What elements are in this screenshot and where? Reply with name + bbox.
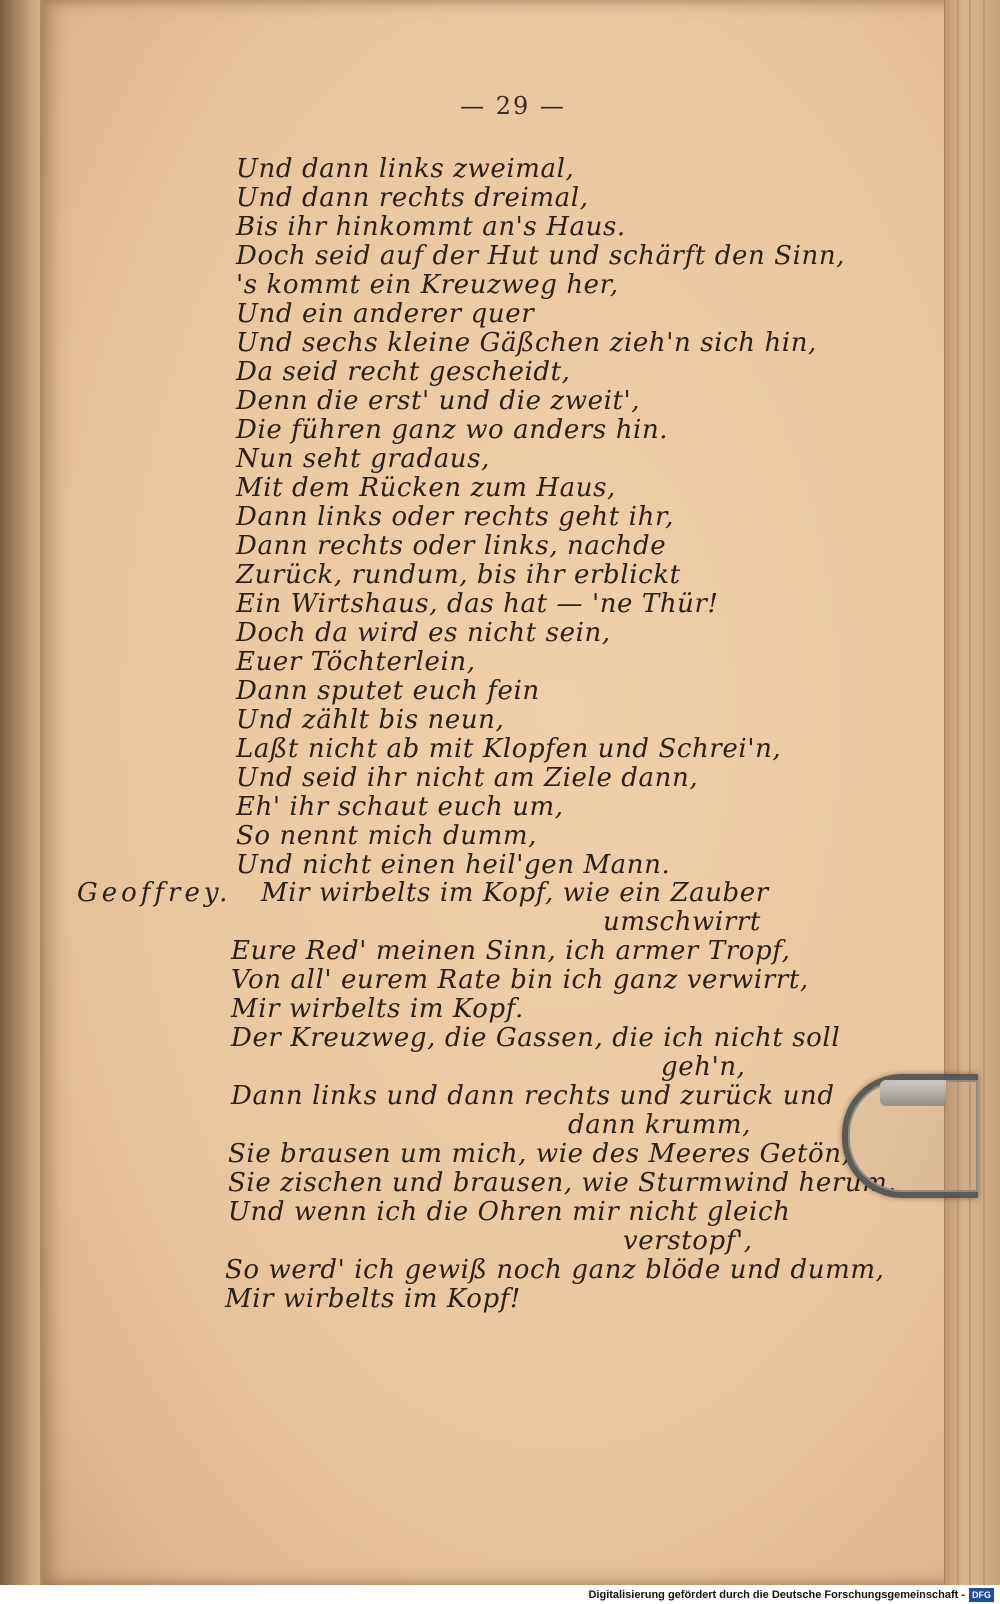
verse-line: Und dann links zweimal, [236, 154, 575, 184]
verse-line: Ein Wirtshaus, das hat — 'ne Thür! [236, 589, 719, 619]
speech-line: Mir wirbelts im Kopf! [225, 1284, 521, 1314]
verse-line: Dann sputet euch fein [236, 676, 540, 706]
speech-line: Sie brausen um mich, wie des Meeres Getön, [228, 1139, 851, 1169]
speech-line: geh'n, [661, 1052, 746, 1082]
verse-line: Nun seht gradaus, [236, 444, 490, 474]
verse-line: Laßt nicht ab mit Klopfen und Schrei'n, [236, 734, 782, 764]
verse-line: Eh' ihr schaut euch um, [236, 792, 564, 822]
verse-line: Und sechs kleine Gäßchen zieh'n sich hin, [236, 328, 817, 358]
verse-line: Denn die erst' und die zweit', [236, 386, 641, 416]
dfg-logo: DFG [969, 1588, 994, 1602]
page-number: — 29 — [460, 92, 566, 120]
clip-bar [880, 1080, 946, 1106]
verse-line: Mit dem Rücken zum Haus, [236, 473, 616, 503]
speaker-name: Geoffrey. [77, 878, 232, 908]
speech-line: Mir wirbelts im Kopf, wie ein Zauber [261, 878, 769, 908]
verse-line: Die führen ganz wo anders hin. [236, 415, 669, 445]
speech-line: Dann links und dann rechts und zurück und [231, 1081, 835, 1111]
speech-line: Und wenn ich die Ohren mir nicht gleich [228, 1197, 791, 1227]
speech-line: Von all' eurem Rate bin ich ganz verwirrt, [231, 965, 809, 995]
speech-line: verstopf', [623, 1226, 753, 1256]
speech-line: Eure Red' meinen Sinn, ich armer Tropf, [231, 936, 791, 966]
funding-notice: Digitalisierung gefördert durch die Deutsche Forschungsgemeinschaft - [588, 1588, 965, 1601]
verse-line: Bis ihr hinkommt an's Haus. [236, 212, 626, 242]
verse-line: Euer Töchterlein, [236, 647, 476, 677]
verse-line: Und seid ihr nicht am Ziele dann, [236, 763, 699, 793]
speech-line: So werd' ich gewiß noch ganz blöde und dumm, [225, 1255, 885, 1285]
verse-line: Da seid recht gescheidt, [236, 357, 571, 387]
speech-line: dann krumm, [568, 1110, 752, 1140]
verse-line: Und zählt bis neun, [236, 705, 505, 735]
verse-line: So nennt mich dumm, [236, 821, 537, 851]
book-page [40, 0, 983, 1585]
footer-bar [0, 1585, 1000, 1604]
verse-line: Doch da wird es nicht sein, [236, 618, 611, 648]
verse-line: Und dann rechts dreimal, [236, 183, 589, 213]
verse-line: Dann rechts oder links, nachde [236, 531, 667, 561]
speech-line: Sie zischen und brausen, wie Sturmwind herum, [228, 1168, 897, 1198]
speech-line: Mir wirbelts im Kopf. [231, 994, 524, 1024]
verse-line: Doch seid auf der Hut und schärft den Sinn, [236, 241, 846, 271]
speech-line: umschwirrt [603, 907, 761, 937]
verse-line: Und nicht einen heil'gen Mann. [236, 850, 671, 880]
verse-line: Dann links oder rechts geht ihr, [236, 502, 674, 532]
verse-line: 's kommt ein Kreuzweg her, [236, 270, 619, 300]
speech-line: Der Kreuzweg, die Gassen, die ich nicht soll [231, 1023, 841, 1053]
verse-line: Und ein anderer quer [236, 299, 535, 329]
page-stack-edge [944, 0, 1000, 1585]
verse-line: Zurück, rundum, bis ihr erblickt [236, 560, 681, 590]
